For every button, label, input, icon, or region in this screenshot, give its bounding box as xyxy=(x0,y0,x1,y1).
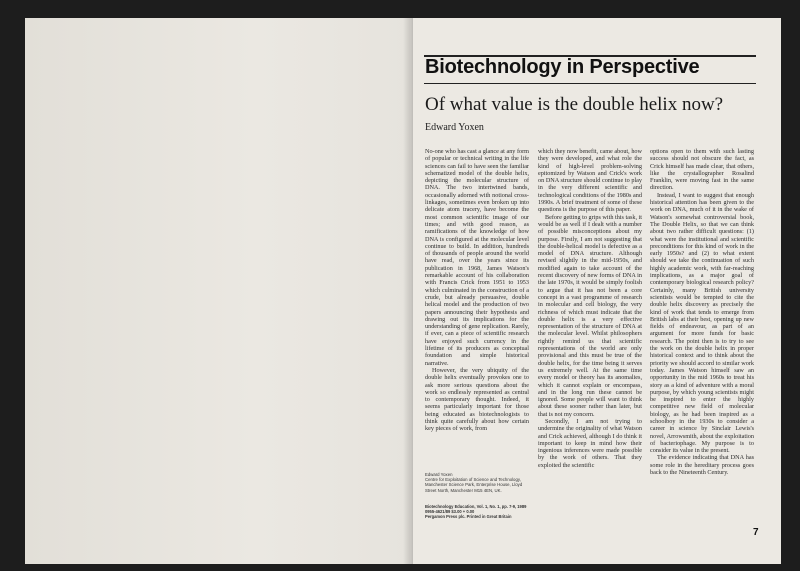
paragraph: options open to them with such lasting success should not obscure the fact, as Crick himself has made clear, that others, like the crystallographer Rosalind Franklin, were moving fast in the same direction. xyxy=(650,148,754,192)
text-column-2 xyxy=(538,148,642,540)
affiliation-line: Street North, Manchester M15 4EN, UK. xyxy=(425,487,502,493)
header-rule-bottom xyxy=(424,83,756,84)
paragraph: which they now benefit, came about, how they were developed, and what role the kind of high-level problem-solving epitomized by Watson and Crick's work on DNA structure should continue to play in the very different scientific and technological conditions of the 1980s and 1990s. A brief treatment of some of these questions is the purpose of this paper. xyxy=(538,148,642,214)
affiliation-line: Edward Yoxen xyxy=(425,472,453,477)
article-title: Of what value is the double helix now? xyxy=(425,94,724,115)
section-title: Biotechnology in Perspective xyxy=(425,56,700,78)
text-column-3 xyxy=(650,148,754,540)
journal-line: 0955-4621/89 $3.00 + 0.00 xyxy=(425,509,475,515)
paragraph: No-one who has cast a glance at any form of popular or technical writing in the life sciences can fail to have seen the familiar schematized model of the double helix, depicting the molecular structure of DNA. The two intertwined bands, occasionally adorned with notional cross-linkages, sometimes even broken up into delicate atom tracery, have become the most common scientific image of our times; and with good reason, as ramifications of the knowledge of how DNA is configured at the molecular level continue to build. In addition, hundreds of thousands of people around the world have read, over the years since its publication in 1968, James Watson's remarkable account of his collaboration with Francis Crick from 1951 to 1953 which culminated in the construction of a crude, but already persuasive, double helical model and the production of two papers announcing their hypothesis and drawing out its implications for the understanding of gene replication. Rarely, if ever, can a piece of scientific research have enjoyed such currency in the lifetime of its producers as conceptual foundation and simple historical narrative. xyxy=(425,148,529,367)
journal-line: Biotechnology Education, Vol. 1, No. 1, pp. 7-9, 1989 xyxy=(425,504,527,509)
article-author: Edward Yoxen xyxy=(425,122,484,133)
journal-line: Pergamon Press plc. Printed in Great Britain xyxy=(425,514,512,520)
text-column-1 xyxy=(425,148,529,464)
affiliation-line: Manchester Science Park, Enterprise House, Lloyd xyxy=(425,482,523,488)
left-page xyxy=(25,18,410,564)
journal-citation xyxy=(425,504,535,519)
affiliation-line: Centre for Exploitation of Science and Technology, xyxy=(425,477,521,483)
paragraph: However, the very ubiquity of the double helix eventually provokes one to ask more serious questions about the work so endlessly represented as central to contemporary thought. Indeed, it seems particularly important for those being educated as biotechnologists to think quite carefully about how certain key pieces of work, from xyxy=(425,366,529,433)
paragraph: Instead, I want to suggest that enough historical attention has been given to the work on DNA, much of it in the wake of Watson's somewhat controversial book, The Double Helix, so that we can think about two rather difficult questions: (1) what were the institutional and scientific preconditions for this kind of work in the early 1950s? and (2) to what extent should we take the continuation of such highly academic work, with far-reaching implications, as a major goal of contemporary biological research policy? Certainly, many British university scientists would be tempted to cite the double helix discovery as precisely the kind of work that tends to emerge from British labs at their best, opening up new fields of endeavour, as part of an argument for more funds for basic research. The point then is to try to see the work on the double helix in proper historical context and to think about the priority we should accord to similar work today. James Watson himself saw an opportunity in the mid 1960s to treat his story as a kind of adventure with a moral purpose, by which young scientists might be inspired to enter the highly competitive new field of molecular biology, as he had been inspired as a schoolboy in the 1930s to consider a career in science by Sinclair Lewis's novel, Arrowsmith, about the exploitation of bacteriophage. My purpose is to consider its value in the present. xyxy=(650,191,754,455)
paragraph: Before getting to grips with this task, it would be as well if I dealt with a number of possible misconceptions about my purpose. Firstly, I am not suggesting that the double-helical model is defective as a model of DNA structure. Although revised slightly in the mid-1950s, and modified again to take account of the recent discovery of new forms of DNA in the late 1970s, it would be simply foolish to argue that it has not been a core concept in a vast programme of research in molecular and cell biology, the very richness of which must indicate that the double helix is a very effective representation of the structure of DNA at the molecular level. Whilst philosophers rightly remind us that scientific representations of the world are only provisional and this must be true of the double helix, for the time being it serves us extremely well. At the same time every model or theory has its anomalies, which it cannot explain or encompass, and in the long run these cannot be ignored. Some people will want to think about these sooner rather than later, but that is not my concern. xyxy=(538,213,642,418)
author-affiliation xyxy=(425,472,535,493)
paragraph: The evidence indicating that DNA has some role in the hereditary process goes back to the Nineteenth Century. xyxy=(650,454,754,477)
page-number: 7 xyxy=(753,527,759,538)
paragraph: Secondly, I am not trying to undermine the originality of what Watson and Crick achieved, although I do think it important to keep in mind how their ingenious inferences were made possible by the work of others. That they exploited the scientific xyxy=(538,417,642,469)
